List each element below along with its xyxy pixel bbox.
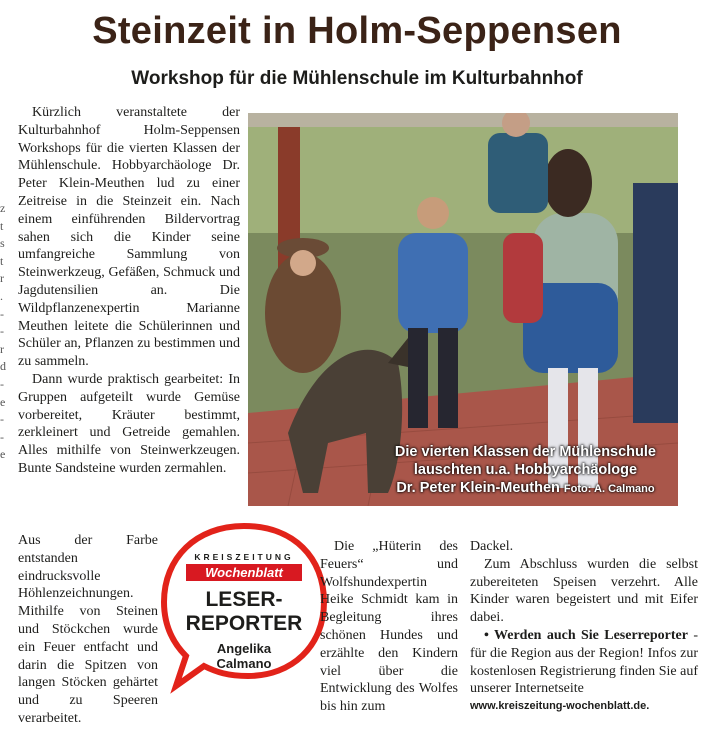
- website-link[interactable]: www.kreiszeitung-wochenblatt.de.: [470, 700, 650, 713]
- paragraph-conclusion: Zum Abschluss wurden die selbst zubereiteten Speisen verzehrt. Alle Kinder waren begeistert und mit Eifer dabei.: [470, 556, 698, 626]
- paragraph-dackel: Dackel.: [470, 539, 514, 554]
- kreiszeitung-label: KREISZEITUNG: [194, 552, 294, 562]
- article-column-3: [470, 538, 698, 716]
- photo-caption: Die vierten Klassen der Mühlenschule lauschten u.a. Hobbyarchäologe Dr. Peter Klein-Meuthen Foto: A. Calmano: [394, 444, 656, 496]
- reporter-name: Angelika Calmano: [216, 641, 272, 671]
- article-column-2: [320, 538, 458, 716]
- article-headline: Steinzeit in Holm-Seppensen: [92, 10, 622, 52]
- leser-reporter-title: LESER- REPORTER: [185, 588, 303, 635]
- paragraph-practical: Dann wurde praktisch gearbeitet: In Gruppen aufgeteilt wurde Gemüse vorbereitet, Kräuter bestimmt, zerkleinert und Getreide gemahlen. Alles mithilfe von Steinwerkzeugen. Bunte Sandsteine wurden zermahlen.: [18, 371, 240, 476]
- article-photo: [248, 113, 678, 506]
- adjacent-column-edge: z t s t r . - - r d - e - - e: [0, 201, 6, 462]
- paragraph-intro: Kürzlich veranstaltete der Kulturbahnhof Holm-Seppensen Workshops für die vierten Klassen der Mühlenschule. Hobbyarchäologe Dr. Peter Klein-Meuthen lud zu einer Zeitreise in die Steinzeit ein. Nach einem einführenden Bildervortrag sahen sich die Kinder seine umfangreiche Sammlung von Steinwerkzeug, Gefäßen, Schmuck und Jagdutensilien an. Die Wildpflanzenexpertin Marianne Meuthen leitete die Schülerinnen und Schüler an, Pflanzen zu bestimmen und zu sammeln.: [18, 105, 240, 370]
- wochenblatt-logo: Wochenblatt: [186, 564, 302, 581]
- article-subheadline: Workshop für die Mühlenschule im Kulturbahnhof: [131, 68, 583, 89]
- photo-credit: Foto: A. Calmano: [563, 483, 655, 495]
- paragraph-cave-drawings: Aus der Farbe entstanden eindrucksvolle Höhlenzeichnungen. Mithilfe von Steinen und Stöckchen wurde ein Feuer entfacht und darin die Spitzen von langen Stöcken gehärtet und zu Speeren verarbeitet.: [18, 533, 158, 726]
- article-column-1-continued: [18, 532, 158, 728]
- paragraph-call-to-action: • Werden auch Sie Leserreporter - für die Region aus der Region! Infos zur kostenlosen Registrierung finden Sie auf unserer Internetseite: [470, 627, 698, 697]
- leser-reporter-badge: [158, 518, 330, 694]
- paragraph-wolfdog: Die „Hüterin des Feuers“ und Wolfshundexpertin Heike Schmidt kam in Begleitung ihres schönen Hundes und erzählte den Kindern viel über die Entwicklung des Wolfes bis hin zum: [320, 539, 458, 715]
- article-column-1: [18, 104, 240, 478]
